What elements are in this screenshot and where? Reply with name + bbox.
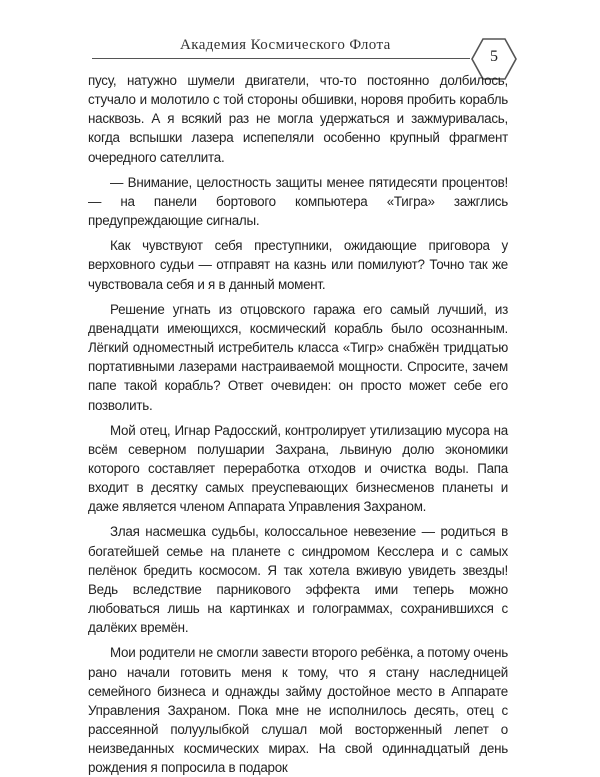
body-text	[88, 71, 508, 777]
paragraph-4: Решение угнать из отцовского гаража его самый лучший, из двенадцати имеющихся, космический корабль было осознанным. Лёгкий одноместный истребитель класса «Тигр» снабжён тридцатью портативными лазерами настраиваемой мощности. Спросите, зачем папе такой корабль? Ответ очевиден: он просто может себе его позволить.	[88, 301, 508, 413]
header-title: Академия Космического Флота	[180, 37, 391, 53]
paragraph-2: — Внимание, целостность защиты менее пятидесяти процентов! — на панели бортового компьютера «Тигра» зажглись предупреждающие сигналы.	[88, 174, 508, 229]
paragraph-3: Как чувствуют себя преступники, ожидающие приговора у верховного судьи — отправят на казнь или помилуют? Точно так же чувствовала себя и я в данный момент.	[88, 238, 508, 292]
header-rule	[92, 58, 470, 59]
paragraph-6: Злая насмешка судьбы, колоссальное невезение — родиться в богатейшей семье на планете с синдромом Кесслера и с самых пелёнок бредить космосом. Я так хотела вживую увидеть звезды! Ведь вследствие парникового эффекта ими теперь можно любоваться лишь на картинках и голограммах, сохранившихся с далёких времён.	[88, 524, 508, 636]
page-number: 5	[490, 48, 498, 65]
running-header	[0, 0, 600, 80]
paragraph-5: Мой отец, Игнар Радосский, контролирует утилизацию мусора на всём северном полушарии Захрана, львиную долю экономики которого составляет переработка отходов и очистка воды. Папа входит в десятку самых преуспевающих бизнесменов планеты и даже является членом Аппарата Управления Захраном.	[88, 422, 508, 515]
paragraph-1: пусу, натужно шумели двигатели, что-то постоянно долбилось, стучало и молотило с той стороны обшивки, норовя пробить корабль насквозь. А я всякий раз не могла удержаться и зажмуривалась, когда вспышки лазера испепеляли особенно крупный фрагмент очередного сателлита.	[88, 73, 508, 165]
paragraph-7: Мои родители не смогли завести второго ребёнка, а потому очень рано начали готовить меня к тому, что я стану наследницей семейного бизнеса и однажды займу достойное место в Аппарате Управления Захраном. Пока мне не исполнилось десять, отец с рассеянной полуулыбкой слушал мой восторженный лепет о неизведанных космических мирах. На свой одиннадцатый день рождения я попросила в подарок	[88, 645, 508, 776]
